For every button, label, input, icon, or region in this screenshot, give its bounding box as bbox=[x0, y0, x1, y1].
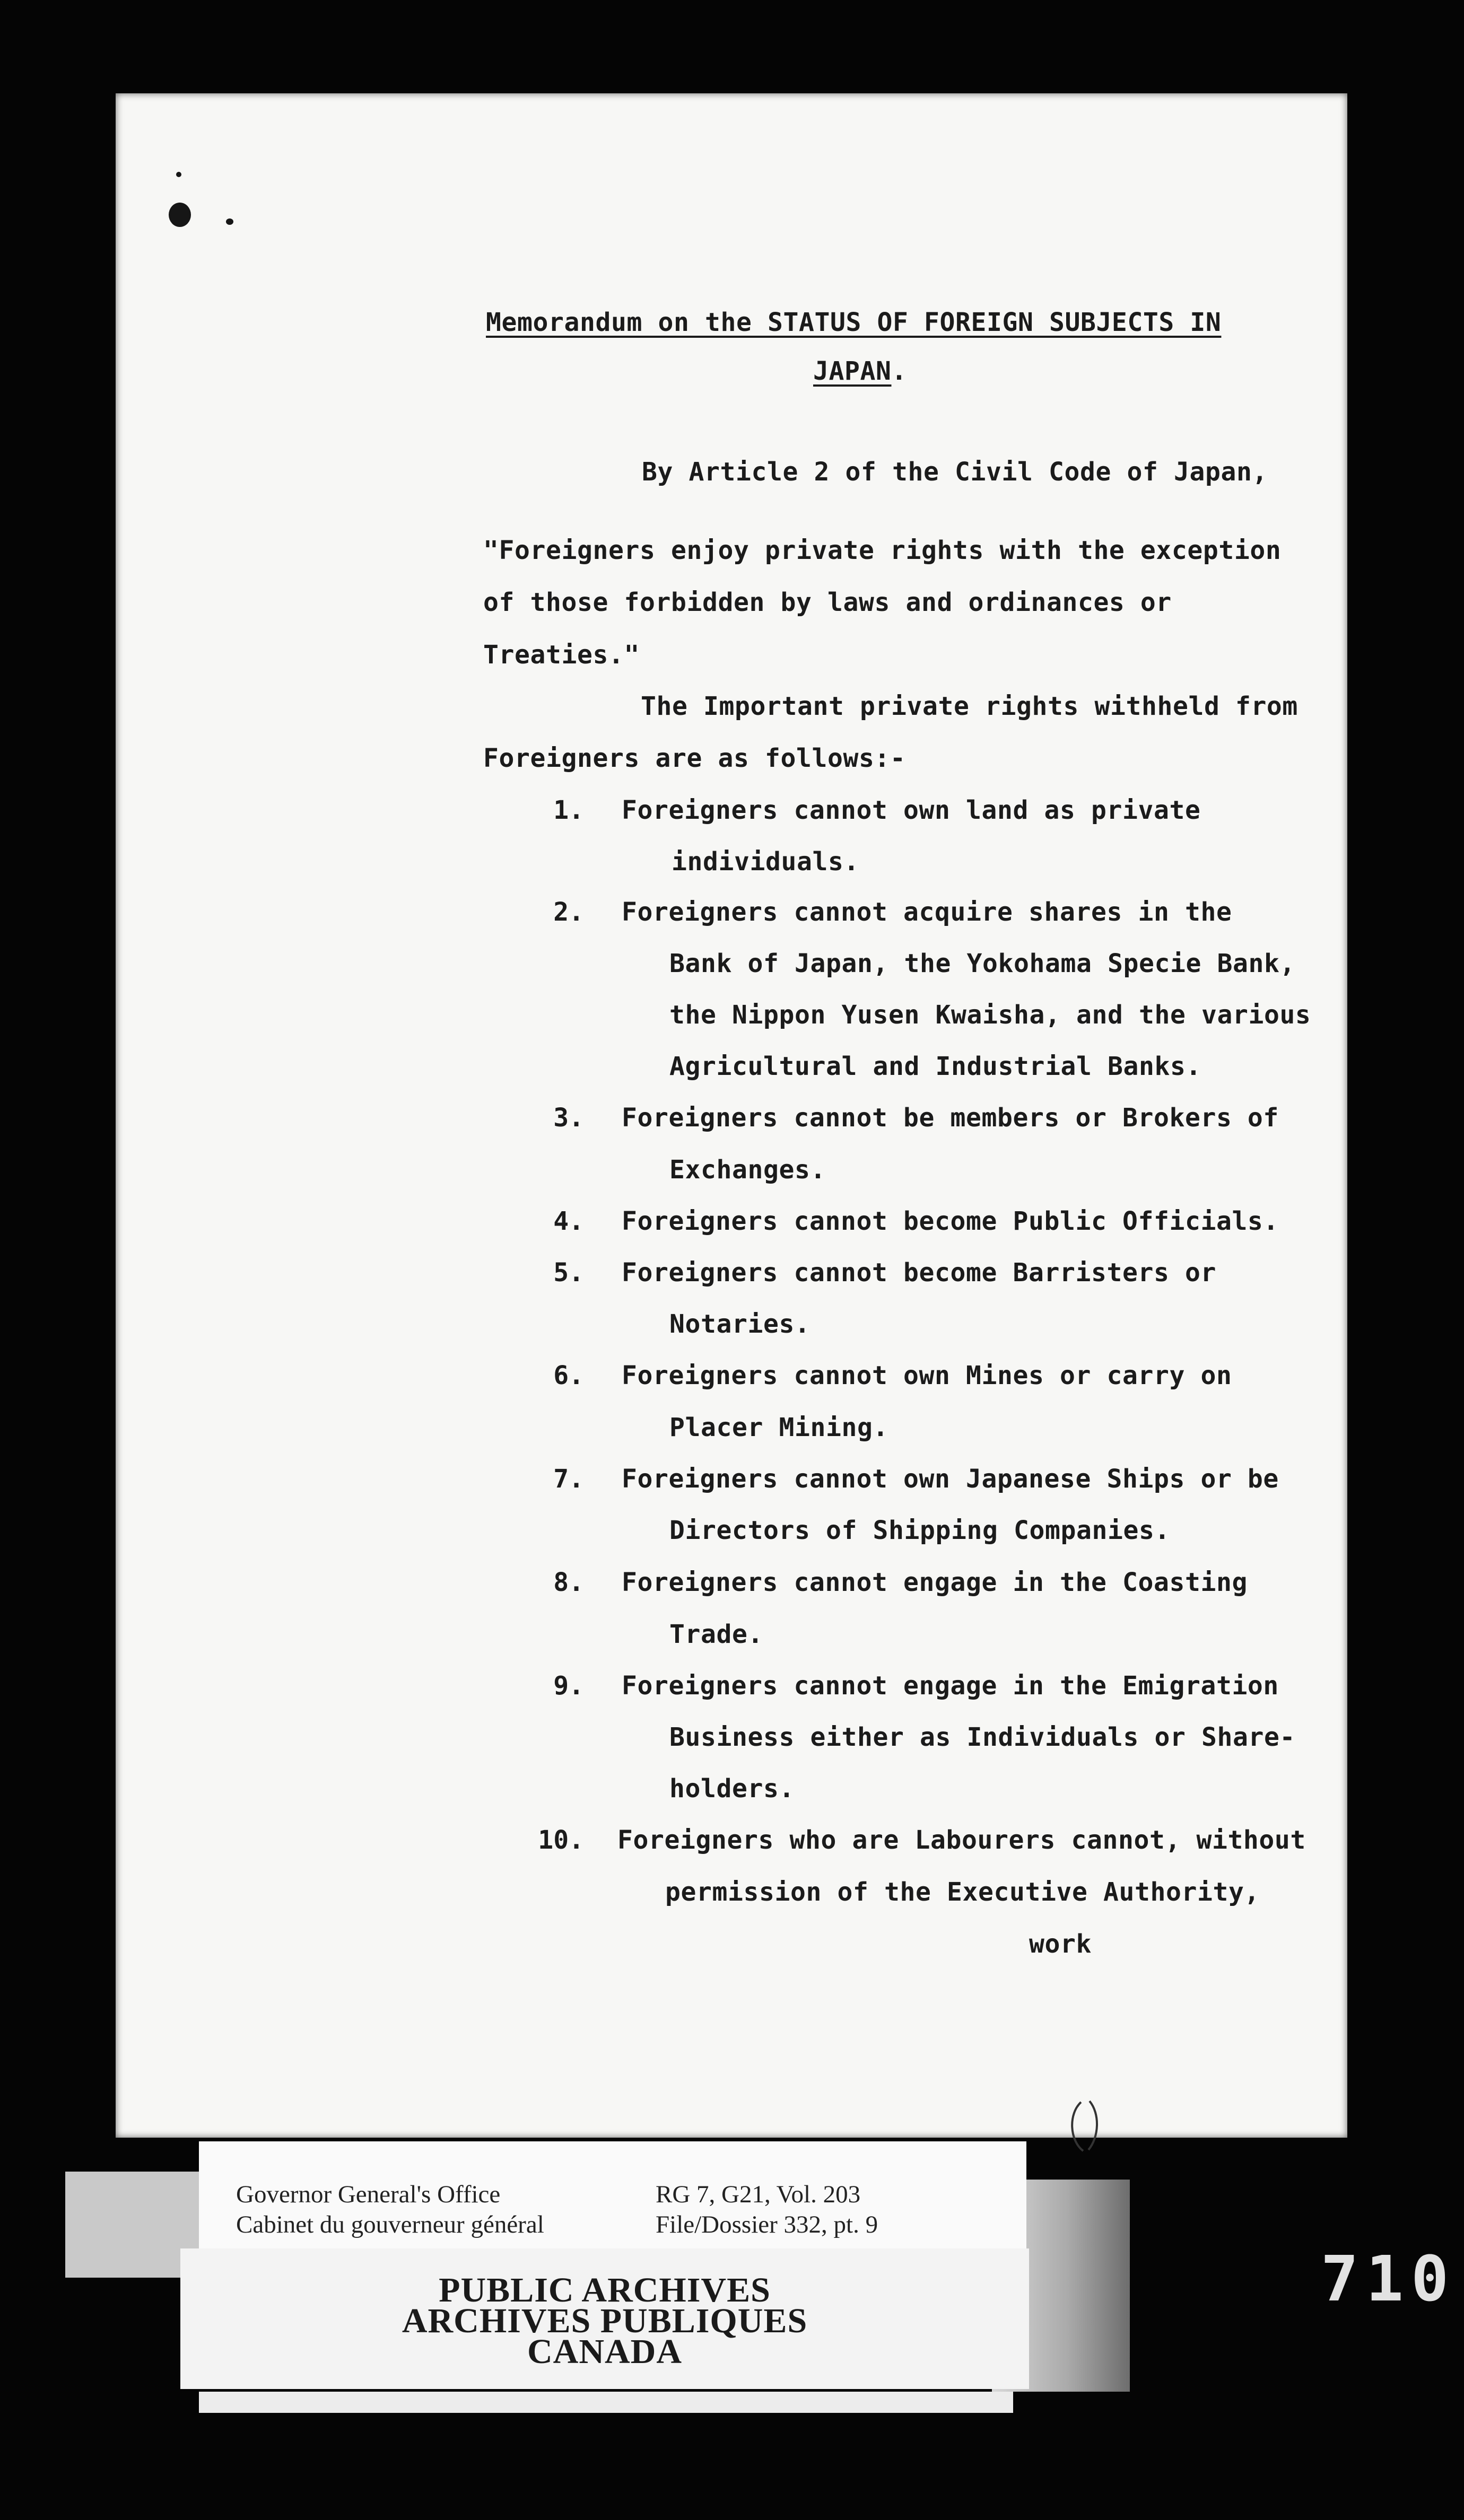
memo-title-japan: JAPAN bbox=[813, 356, 892, 386]
item-line: Foreigners cannot own Japanese Ships or be bbox=[622, 1464, 1279, 1494]
item-line: Exchanges. bbox=[669, 1155, 826, 1185]
item-line: Foreigners cannot engage in the Emigration bbox=[622, 1671, 1279, 1701]
document-page bbox=[116, 93, 1347, 2138]
label-shadow-left bbox=[65, 2172, 199, 2278]
quote-line-3: Treaties." bbox=[483, 640, 640, 670]
item-number: 5. bbox=[553, 1258, 584, 1288]
item-line: Foreigners cannot engage in the Coasting bbox=[622, 1568, 1248, 1597]
item-line: the Nippon Yusen Kwaisha, and the various bbox=[669, 1000, 1311, 1030]
memo-title-line2 bbox=[813, 358, 907, 384]
reference-line-2: File/Dossier 332, pt. 9 bbox=[656, 2211, 878, 2238]
item-line: permission of the Executive Authority, bbox=[665, 1877, 1260, 1907]
archive-label-strip bbox=[199, 2392, 1013, 2413]
item-line: Foreigners cannot own Mines or carry on bbox=[622, 1361, 1232, 1390]
archives-stamp-line-3: CANADA bbox=[527, 2332, 682, 2371]
quote-line-2: of those forbidden by laws and ordinances or bbox=[483, 588, 1172, 617]
item-line: Foreigners cannot become Public Officials. bbox=[622, 1206, 1279, 1236]
item-number: 7. bbox=[553, 1464, 584, 1494]
paragraph-line-2: Foreigners are as follows:- bbox=[483, 743, 906, 773]
item-line: Foreigners cannot acquire shares in the bbox=[622, 897, 1232, 927]
item-number: 8. bbox=[553, 1568, 584, 1597]
item-number: 1. bbox=[553, 795, 584, 825]
catchword: work bbox=[1029, 1929, 1092, 1959]
quote-line-1: "Foreigners enjoy private rights with the exception bbox=[483, 536, 1282, 565]
item-line: Foreigners who are Labourers cannot, without bbox=[617, 1825, 1306, 1855]
reference-line-1: RG 7, G21, Vol. 203 bbox=[656, 2181, 861, 2208]
archives-stamp-line-1: PUBLIC ARCHIVES bbox=[439, 2271, 771, 2309]
item-line: Placer Mining. bbox=[669, 1413, 888, 1442]
item-line: Business either as Individuals or Share- bbox=[669, 1722, 1295, 1752]
archives-stamp-line-2: ARCHIVES PUBLIQUES bbox=[402, 2302, 808, 2340]
office-french: Cabinet du gouverneur général bbox=[236, 2211, 544, 2238]
memo-title-period: . bbox=[891, 356, 907, 386]
item-number: 4. bbox=[553, 1206, 584, 1236]
item-line: Notaries. bbox=[669, 1309, 811, 1339]
office-english: Governor General's Office bbox=[236, 2181, 501, 2208]
item-line: Foreigners cannot be members or Brokers of bbox=[622, 1103, 1279, 1133]
intro-line: By Article 2 of the Civil Code of Japan, bbox=[642, 457, 1268, 487]
item-line: Trade. bbox=[669, 1620, 763, 1649]
item-number: 9. bbox=[553, 1671, 584, 1701]
frame-number: 710 bbox=[1321, 2242, 1457, 2315]
item-line: holders. bbox=[669, 1774, 795, 1804]
item-line: Foreigners cannot become Barristers or bbox=[622, 1258, 1216, 1288]
item-line: Bank of Japan, the Yokohama Specie Bank, bbox=[669, 949, 1295, 978]
item-number: 3. bbox=[553, 1103, 584, 1133]
item-line: Foreigners cannot own land as private bbox=[622, 795, 1201, 825]
item-number: 6. bbox=[553, 1361, 584, 1390]
memo-title-line1: Memorandum on the STATUS OF FOREIGN SUBJECTS IN bbox=[486, 308, 1222, 337]
item-number: 2. bbox=[553, 897, 584, 927]
handwritten-mark bbox=[1065, 2098, 1108, 2156]
item-number: 10. bbox=[538, 1825, 584, 1855]
item-line: individuals. bbox=[672, 847, 859, 877]
paragraph-line-1: The Important private rights withheld from bbox=[641, 692, 1298, 721]
item-line: Directors of Shipping Companies. bbox=[669, 1516, 1170, 1545]
item-line: Agricultural and Industrial Banks. bbox=[669, 1052, 1201, 1081]
